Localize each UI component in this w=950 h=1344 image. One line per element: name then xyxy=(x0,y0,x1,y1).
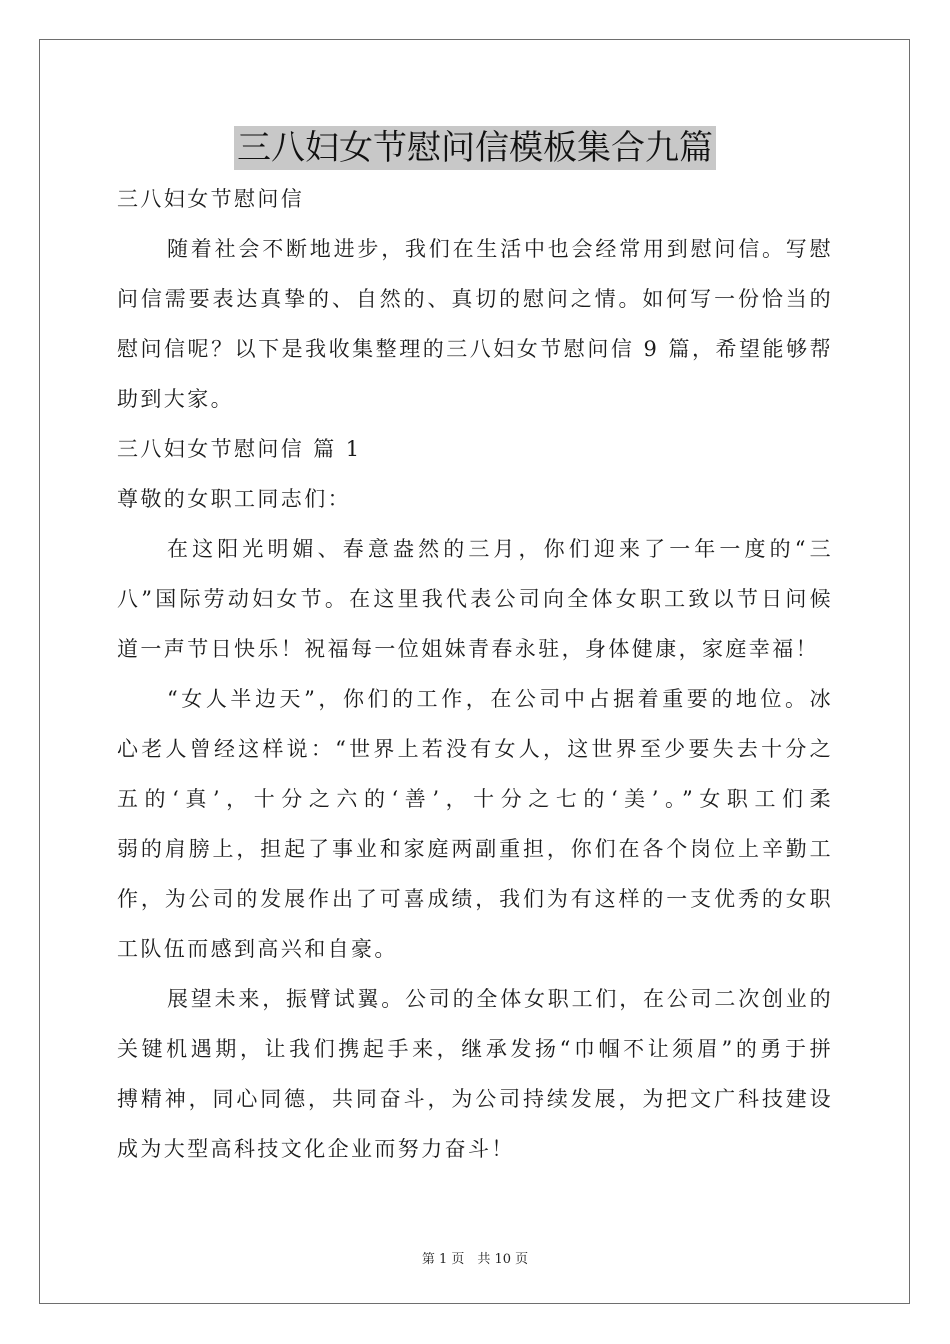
document-title: 三八妇女节慰问信模板集合九篇 xyxy=(234,126,716,170)
text-line: 在这阳光明媚、春意盎然的三月，你们迎来了一年一度的“三 xyxy=(167,537,833,561)
text-line: 随着社会不断地进步，我们在生活中也会经常用到慰问信。写慰 xyxy=(167,237,833,261)
text-line: 成为大型高科技文化企业而努力奋斗！ xyxy=(117,1137,515,1161)
text-line: 八”国际劳动妇女节。在这里我代表公司向全体女职工致以节日问候 xyxy=(117,587,833,611)
text-line: “女人半边天”，你们的工作，在公司中占据着重要的地位。冰 xyxy=(167,687,833,711)
text-line: 弱的肩膀上，担起了事业和家庭两副重担，你们在各个岗位上辛勤工 xyxy=(117,837,833,861)
paragraph xyxy=(117,674,833,974)
text-line: 道一声节日快乐！祝福每一位姐妹青春永驻，身体健康，家庭幸福！ xyxy=(117,637,819,661)
section-heading xyxy=(117,174,833,224)
text-line: 慰问信呢？以下是我收集整理的三八妇女节慰问信 9 篇，希望能够帮 xyxy=(117,337,833,361)
page-footer: 第 1 页 共 10 页 xyxy=(421,1252,529,1267)
text-line: 助到大家。 xyxy=(117,387,234,411)
paragraph xyxy=(117,974,833,1174)
title-container xyxy=(0,126,950,170)
text-line: 关键机遇期，让我们携起手来，继承发扬“巾帼不让须眉”的勇于拼 xyxy=(117,1037,833,1061)
text-line: 工队伍而感到高兴和自豪。 xyxy=(117,937,398,961)
text-line: 问信需要表达真挚的、自然的、真切的慰问之情。如何写一份恰当的 xyxy=(117,287,833,311)
document-body xyxy=(117,174,833,1174)
text-line: 五的‘真’，十分之六的‘善’，十分之七的‘美’。”女职工们柔 xyxy=(117,787,833,811)
section-heading xyxy=(117,474,833,524)
text-line: 三八妇女节慰问信 xyxy=(117,187,305,211)
text-line: 展望未来，振臂试翼。公司的全体女职工们，在公司二次创业的 xyxy=(167,987,833,1011)
paragraph xyxy=(117,224,833,424)
text-line: 尊敬的女职工同志们： xyxy=(117,487,351,511)
text-line: 心老人曾经这样说：“世界上若没有女人，这世界至少要失去十分之 xyxy=(117,737,833,761)
section-heading xyxy=(117,424,833,474)
paragraph xyxy=(117,524,833,674)
text-line: 作，为公司的发展作出了可喜成绩，我们为有这样的一支优秀的女职 xyxy=(117,887,833,911)
text-line: 搏精神，同心同德，共同奋斗，为公司持续发展，为把文广科技建设 xyxy=(117,1087,833,1111)
text-line: 三八妇女节慰问信 篇 1 xyxy=(117,437,362,461)
